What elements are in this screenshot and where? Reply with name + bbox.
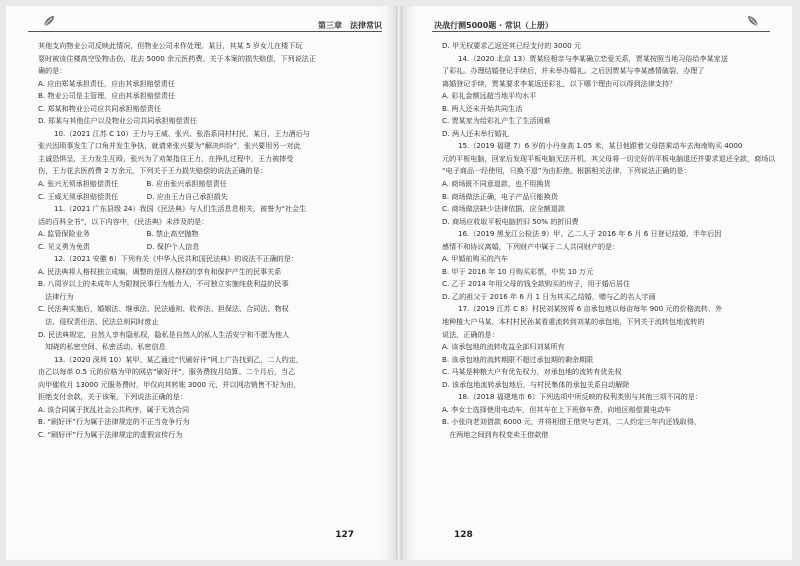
text-line: D. 该承包地流转承包地后，与村民集体的承包关系自动解除 bbox=[442, 379, 630, 389]
text-line: 12.（2021 安徽 6）下列有关《中华人民共和国民法典》的说法不正确的是： bbox=[54, 254, 299, 264]
page-header: 第三章 法律常识 bbox=[318, 21, 382, 30]
text-line: C. 马某是种粮大户有优先权力，对承包地的流转有优先权 bbox=[442, 367, 622, 377]
text-line: 元的平板电脑，回家后发现平板电脑无法开机，其父母将一切完好的平板电脑退还并要求退还全款，商场以 bbox=[442, 153, 776, 163]
text-line: A. 监管保险业务 B. 禁止高空抛物 bbox=[38, 229, 199, 239]
text-line: A. 彩礼金额远超当地平均水平 bbox=[442, 91, 537, 101]
text-line: B. 商场做法正确，电子产品只能换货 bbox=[442, 191, 558, 201]
text-line: A. 李女士选择使用电动车，但其车在上下班修车费，向地区赔偿置电动车 bbox=[442, 404, 672, 414]
text-line: C. 贾某家为给彩礼产生了生活困难 bbox=[442, 116, 551, 126]
text-line: A. 应由郑某承担责任，应由其承担赔偿责任 bbox=[38, 78, 175, 88]
text-line: C. “刷好评”行为属于法律规定的虚假宣传行为 bbox=[38, 429, 183, 439]
page-body bbox=[38, 40, 378, 442]
text-line: 向甲催收月 13000 元服务费时，甲仅向其转账 3000 元，并以网店销售不好为由， bbox=[38, 379, 301, 389]
right-page bbox=[402, 6, 792, 560]
header-rule bbox=[28, 31, 382, 32]
text-line: 16.（2019 黑龙江公检法 9）甲、乙二人于 2016 年 6 月 6 日登记结婚，半年后因 bbox=[458, 229, 722, 239]
text-line: 拒绝支付余款，关于该案，下列说法正确的是： bbox=[38, 392, 187, 402]
text-line: C. 王威无须承担赔偿责任 D. 应由王力自己承担损失 bbox=[38, 191, 228, 201]
text-line: B. “刷好评”行为属于法律规定的不正当竞争行为 bbox=[38, 417, 190, 427]
text-line: D. 甲无权要求乙返还其已经支付的 3000 元 bbox=[442, 41, 581, 50]
text-line: 其他支向物业公司反映此情况，但物业公司未作处理。某日，其某 5 岁女儿在楼下玩 bbox=[38, 41, 303, 50]
text-line: D. 郑某与其他住户以及物业公司共同承担赔偿责任 bbox=[38, 116, 197, 126]
text-line: 13.（2020 深圳 10）某甲、某乙通过“代刷好评”网上广告找到乙，二人约定， bbox=[54, 354, 303, 364]
text-line: 10.（2021 江苏 C 10）王力与王威、张兴、张浩系同村村民，某日，王力酒后与 bbox=[54, 128, 310, 138]
text-line: 18.（2018 福建地市 6）下列选项中所反映的权利类别与其他三项不同的是： bbox=[458, 392, 703, 402]
text-line: 伤，王力花去医药费 2 万余元，下列关于王力损失赔偿的说法正确的是： bbox=[38, 166, 267, 176]
text-line: 知晓的私密空间、私密活动、私密信息 bbox=[38, 342, 166, 352]
text-line: “电子商品一经使用，只换不退”为由拒绝。根据相关法律，下列说法正确的是： bbox=[442, 166, 691, 176]
text-line: 确的是： bbox=[38, 66, 67, 76]
text-line: 离婚登记手续，贾某要求李某返还彩礼，以下哪个理由可以得到法律支持？ bbox=[442, 78, 677, 88]
left-page bbox=[6, 6, 396, 560]
text-line: D. 商场应收取平板电脑折旧 50% 的折旧费 bbox=[442, 216, 579, 226]
text-line: 主诚恐惧呈，王力发生互殴，张兴为了劝架指住王力，在挣扎过程中，王力被摔受 bbox=[38, 153, 294, 163]
text-line: A. 商场既不同意退款，也不用换货 bbox=[442, 179, 551, 189]
text-line: 由乙以每单 0.5 元的价格为甲的网店“刷好评”，服务费按月结算。二个月后，当乙 bbox=[38, 367, 296, 377]
page-body bbox=[442, 40, 780, 442]
text-line: 感情不和协议离婚，下列财产中属于二人共同财产的是： bbox=[442, 241, 620, 251]
text-line: 15.（2019 福建 7）6 岁的小丹身高 1.05 米，某日他跟着父母搭乘动车去海南购买 4000 bbox=[458, 141, 743, 151]
text-line: C. 郑某和物业公司应共同承担赔偿责任 bbox=[38, 103, 161, 113]
leaf-ornament-icon bbox=[746, 14, 760, 28]
text-line: B. 物业公司是主管理，应由其承担赔偿责任 bbox=[38, 91, 176, 101]
text-line: 14.（2020 北京 13）贾某经相亲与李某确立恋爱关系，贾某按照当地习俗给李某家送 bbox=[458, 53, 728, 63]
text-line: B. 两人还未开始共同生活 bbox=[442, 103, 523, 113]
text-line: A. 甲婚前购买的汽车 bbox=[442, 254, 508, 264]
text-line: B. 小张向老刘借款 6000 元，并将相借王借突与老刘，二人约定三年内还钱取得， bbox=[442, 417, 701, 427]
text-line: 法、侵权责任法、民法总则同时废止 bbox=[38, 317, 159, 327]
text-line: A. 民法典将人格权独立成编，调整的是因人格权的享有和保护产生的民事关系 bbox=[38, 266, 282, 276]
page-number: 128 bbox=[454, 530, 473, 540]
leaf-ornament-icon bbox=[42, 14, 56, 28]
text-line: D. 两人还未举行婚礼 bbox=[442, 128, 509, 138]
text-line: C. 见义勇为免责 D. 保护个人信息 bbox=[38, 241, 200, 251]
text-line: C. 乙于 2014 年用父母的钱全款购买的房子，用于婚后居住 bbox=[442, 279, 631, 289]
text-line: D. 乙的祖父于 2016 年 6 月 1 日为其买乙结婚，赠与乙的名人字画 bbox=[442, 291, 656, 301]
text-line: C. 民法典实施后，婚姻法、继承法、民法通则、收养法、担保法、合同法、物权 bbox=[38, 304, 289, 314]
header-rule bbox=[432, 31, 770, 32]
text-line: 11.（2021 广东县级 24）我国《民法典》与人们生活息息相关，被誉为“社会生 bbox=[54, 204, 307, 214]
page-header: 决战行测5000题 · 常识（上册） bbox=[434, 21, 553, 30]
text-line: A. 该合同属于扰乱社会公共秩序，属于无效合同 bbox=[38, 404, 190, 414]
text-line: 地种植大户马某，本村村民孙某看重流转到刘某的承包地，下列关于流转包地流转的 bbox=[442, 317, 705, 327]
text-line: A. 张兴无须承担赔偿责任 B. 应由张兴承担赔偿责任 bbox=[38, 179, 227, 189]
text-line: A. 该承包地的流转收益全部归刘某所有 bbox=[442, 342, 565, 352]
text-line: B. 八周岁以上的未成年人为限制民事行为能力人，不可独立实施纯获利益的民事 bbox=[38, 279, 289, 289]
text-line: 法律行为 bbox=[38, 291, 74, 301]
text-line: D. 民法典规定，自然人享有隐私权，隐私是自然人的私人生活安宁和不愿为他人 bbox=[38, 329, 290, 339]
text-line: C. 商场做法缺少法律依据，应全额退款 bbox=[442, 204, 565, 214]
text-line: 活的百科全书”，以下内容中，《民法典》未涉及的是： bbox=[38, 216, 209, 226]
text-line: 了彩礼。办理结婚登记手续后，并未举办婚礼。之后因贾某与李某感情破裂，办理了 bbox=[442, 66, 705, 76]
text-line: 17.（2019 江苏 C 8）村民刘某按将 6 亩承包地以每亩每年 900 元的价格流转，外 bbox=[458, 304, 723, 314]
page-number: 127 bbox=[335, 530, 354, 540]
text-line: 说法，正确的是： bbox=[442, 329, 499, 339]
text-line: 耍时被该住楼高空坠物击伤，花去 5000 余元医药费。关于本案的损失赔偿，下列说法正 bbox=[38, 53, 316, 63]
text-line: 在两地之间到有权变卖王借款借 bbox=[442, 429, 549, 439]
text-line: B. 该承包地的流转期限不超过承包期的剩余期限 bbox=[442, 354, 594, 364]
text-line: B. 甲于 2016 年 10 月购买彩票，中奖 10 万元 bbox=[442, 266, 594, 276]
text-line: 张兴因琐事发生了口角并发生争执，就请来张兴要为“解决纠纷”，张兴要用另一对此 bbox=[38, 141, 301, 151]
